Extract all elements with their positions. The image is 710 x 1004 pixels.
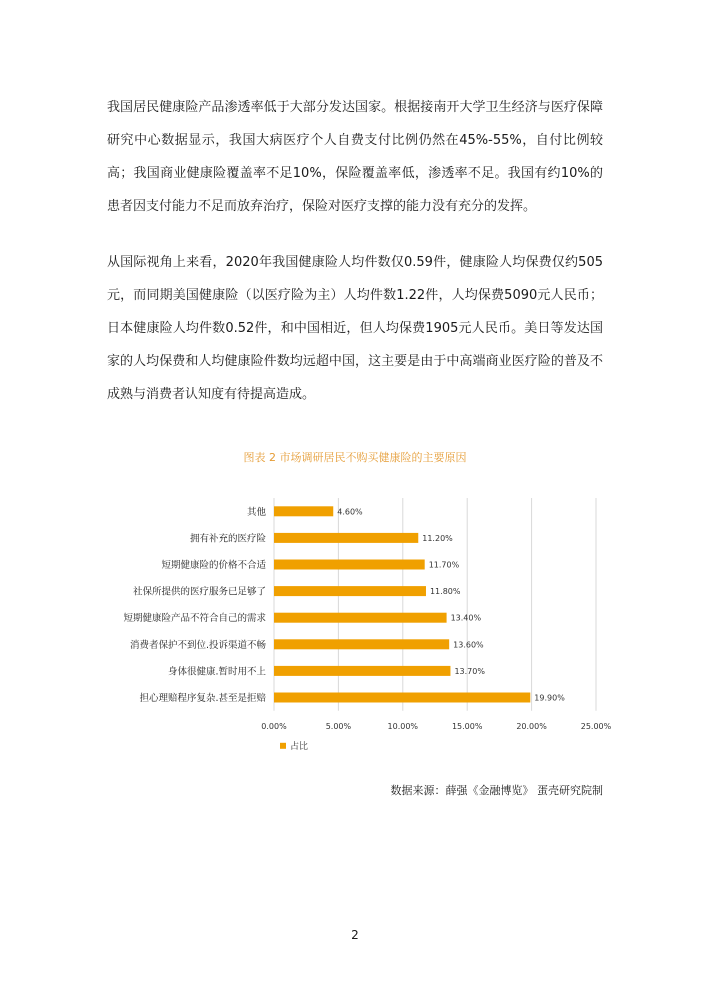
bar — [274, 639, 449, 649]
category-label: 担心理赔程序复杂.甚至是拒赔 — [139, 693, 266, 704]
data-label: 13.40% — [450, 613, 482, 623]
category-label: 短期健康险的价格不合适 — [161, 560, 266, 571]
bar — [274, 533, 418, 543]
x-tick-label: 20.00% — [516, 721, 547, 731]
figure-caption: 图表 2 市场调研居民不购买健康险的主要原因 — [243, 451, 467, 464]
paragraph-2: 从国际视角上来看，2020年我国健康险人均件数仅0.59件，健康险人均保费仅约505元，而同期美国健康险（以医疗险为主）人均件数1.22件，人均保费5090元人民币；日本健康险人均件数0.52件，和中国相近，但人均保费1905元人民币。美日等发达国家的人均保费和人均健康险件数均远超中国，这主要是由于中高端商业医疗险的普及不成熟与消费者认知度有待提高造成。 — [107, 255, 603, 402]
data-label: 13.60% — [453, 640, 484, 650]
bar-chart — [100, 490, 620, 765]
bar — [274, 586, 426, 596]
category-label: 短期健康险产品不符合自己的需求 — [123, 613, 266, 625]
category-label: 身体很健康.暂时用不上 — [167, 666, 266, 678]
data-label: 4.60% — [337, 507, 363, 517]
bar — [274, 666, 450, 676]
bar — [274, 506, 333, 516]
data-label: 13.70% — [454, 666, 485, 676]
x-tick-label: 15.00% — [451, 721, 483, 731]
bar — [274, 560, 425, 570]
paragraph-1: 我国居民健康险产品渗透率低于大部分发达国家。根据接南开大学卫生经济与医疗保障研究中心数据显示，我国大病医疗个人自费支付比例仍然在45%-55%，自付比例较高；我国商业健康险覆盖率不足10%，保险覆盖率低，渗透率不足。我国有约10%的患者因支付能力不足而放弃治疗，保险对医疗支撑的能力没有充分的发挥。 — [107, 100, 603, 214]
bar — [274, 613, 447, 623]
category-label: 社保所提供的医疗服务已足够了 — [132, 586, 266, 598]
category-label: 其他 — [246, 506, 266, 518]
category-label: 拥有补充的医疗险 — [189, 533, 266, 545]
data-label: 19.90% — [534, 693, 565, 703]
legend-swatch — [280, 743, 286, 749]
x-tick-label: 0.00% — [261, 721, 287, 731]
data-source: 数据来源：薛强《金融博览》 蛋壳研究院制 — [390, 784, 603, 797]
x-tick-label: 10.00% — [387, 721, 419, 731]
page-number: 2 — [351, 928, 359, 942]
legend-label: 占比 — [290, 741, 309, 752]
data-label: 11.70% — [428, 560, 460, 570]
bar — [274, 693, 530, 703]
data-label: 11.20% — [422, 533, 453, 543]
x-tick-label: 25.00% — [580, 721, 612, 731]
data-label: 11.80% — [429, 587, 461, 597]
x-tick-label: 5.00% — [325, 721, 352, 731]
category-label: 消费者保护不到位.投诉渠道不畅 — [129, 639, 266, 651]
